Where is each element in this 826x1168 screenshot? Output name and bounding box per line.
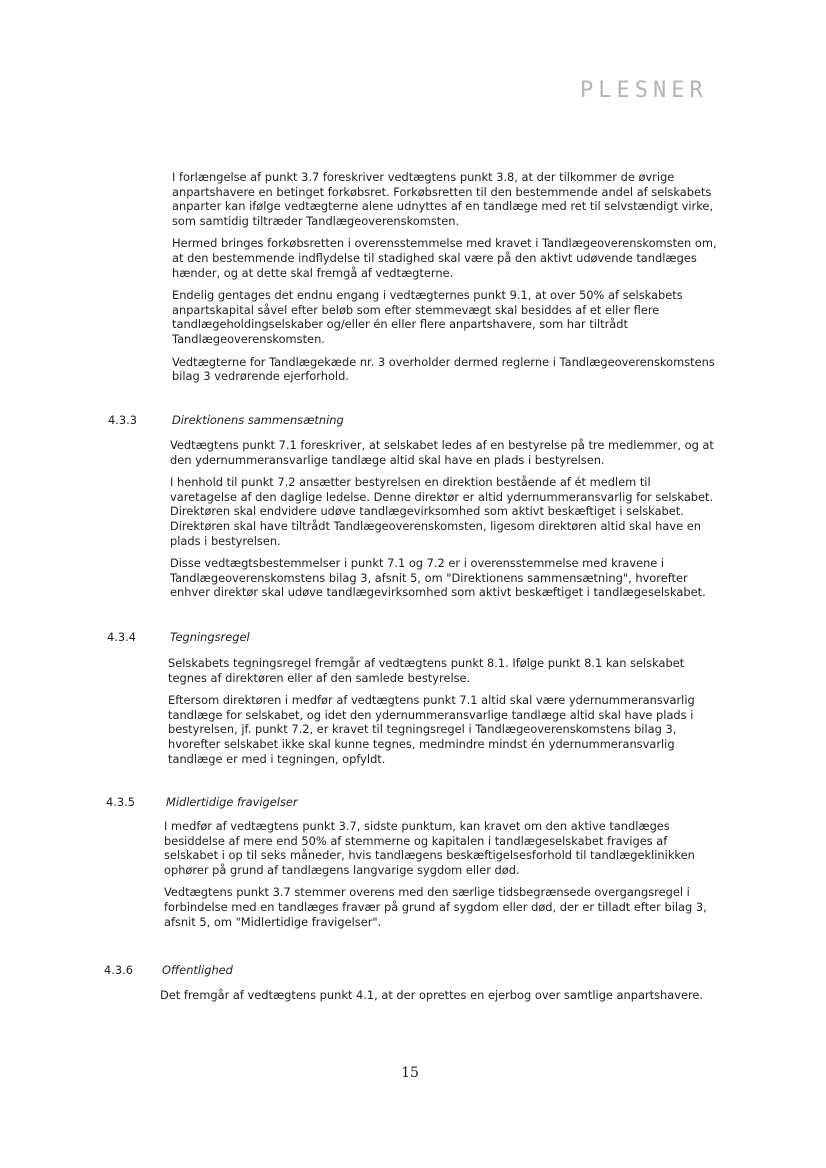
intro-paragraph: I forlængelse af punkt 3.7 foreskriver vedtægtens punkt 3.8, at der tilkommer de øvrige anpartshavere en betinget forkøbsret. Forkøbsretten til den bestemmende andel af selskabets anparter kan ifølge vedtægterne alene udnyttes af en tandlæge med ret til selvstændigt virke, som samtidig tiltræder Tandlægeoverenskomsten. (172, 170, 714, 228)
section-number: 4.3.4 (107, 630, 136, 644)
intro-paragraph: Vedtægterne for Tandlægekæde nr. 3 overholder dermed reglerne i Tandlægeoverenskomstens bilag 3 vedrørende ejerforhold. (172, 354, 715, 384)
plesner-logo: PLESNER (580, 78, 708, 103)
section-paragraph: Eftersom direktøren i medfør af vedtægtens punkt 7.1 altid skal være ydernummeransvarlig tandlæge for selskabet, og idet den ydernummeransvarlige tandlæge altid skal have plads i bestyrelsen, jf. punkt 7.2, er kravet til tegningsregel i Tandlægeoverenskomstens bilag 3, hvorefter selskabet ikke skal kunne tegnes, medmindre mindst én ydernummeransvarlig tandlæge er med i tegningen, opfyldt. (168, 693, 695, 766)
section-number: 4.3.5 (106, 795, 135, 809)
section-paragraph: Disse vedtægtsbestemmelser i punkt 7.1 og 7.2 er i overensstemmelse med kravene i Tandlægeoverenskomstens bilag 3, afsnit 5, om "Direktionens sammensætning", hvorefter enhver direktør skal udøve tandlægevirksomhed som aktivt beskæftiget i tandlægeselskabet. (170, 556, 706, 600)
section-title: Midlertidige fravigelser (166, 795, 298, 809)
intro-block (172, 170, 720, 392)
section-body (170, 438, 718, 608)
section-paragraph: Vedtægtens punkt 7.1 foreskriver, at selskabet ledes af en bestyrelse på tre medlemmer, og at den ydernummeransvarlige tandlæge altid skal have en plads i bestyrelsen. (170, 438, 714, 467)
intro-paragraph: Hermed bringes forkøbsretten i overensstemmelse med kravet i Tandlægeoverenskomsten om, at den bestemmende indflydelse til stadighed skal være på den aktivt udøvende tandlæges hænder, og at dette skal fremgå af vedtægterne. (172, 236, 717, 280)
section-paragraph: I medfør af vedtægtens punkt 3.7, sidste punktum, kan kravet om den aktive tandlæges besiddelse af mere end 50% af stemmerne og kapitalen i tandlægeselskabet fraviges af selskabet i op til seks måneder, hvis tandlægens beskæftigelsesforhold til tandlægeklinikken ophører på grund af tandlægens langvarige sygdom eller død. (164, 819, 695, 877)
section-number: 4.3.6 (104, 963, 133, 977)
section-body (160, 988, 708, 1011)
section-title: Tegningsregel (170, 630, 250, 644)
section-title: Direktionens sammensætning (172, 413, 344, 427)
section-paragraph: Vedtægtens punkt 3.7 stemmer overens med den særlige tidsbegrænsede overgangsregel i forbindelse med en tandlæges fravær på grund af sygdom eller død, der er tilladt efter bilag 3, afsnit 5, om "Midlertidige fravigelser". (164, 885, 707, 929)
section-paragraph: Selskabets tegningsregel fremgår af vedtægtens punkt 8.1. Ifølge punkt 8.1 kan selskabet tegnes af direktøren eller af den samlede bestyrelse. (168, 656, 685, 685)
section-number: 4.3.3 (108, 413, 137, 427)
section-body (168, 656, 716, 774)
page-number: 15 (401, 1065, 419, 1081)
section-title: Offentlighed (162, 963, 233, 977)
section-paragraph: I henhold til punkt 7.2 ansætter bestyrelsen en direktion bestående af ét medlem til varetagelse af den daglige ledelse. Denne direktør er altid ydernummeransvarlig for selskabet. Direktøren skal endvidere udøve tandlægevirksomhed som aktivt beskæftiget i selskabet. Direktøren skal have tiltrådt Tandlægeoverenskomsten, ligesom direktøren altid skal have en plads i bestyrelsen. (170, 475, 714, 548)
section-body (164, 819, 712, 937)
intro-paragraph: Endelig gentages det endnu engang i vedtægternes punkt 9.1, at over 50% af selskabets anpartskapital såvel efter beløb som efter stemmevægt skal besiddes af et eller flere tandlægeholdingselskaber og/eller én eller flere anpartshavere, som har tiltrådt Tandlægeoverenskomsten. (172, 288, 683, 346)
section-paragraph: Det fremgår af vedtægtens punkt 4.1, at der oprettes en ejerbog over samtlige anpartshavere. (160, 988, 704, 1002)
